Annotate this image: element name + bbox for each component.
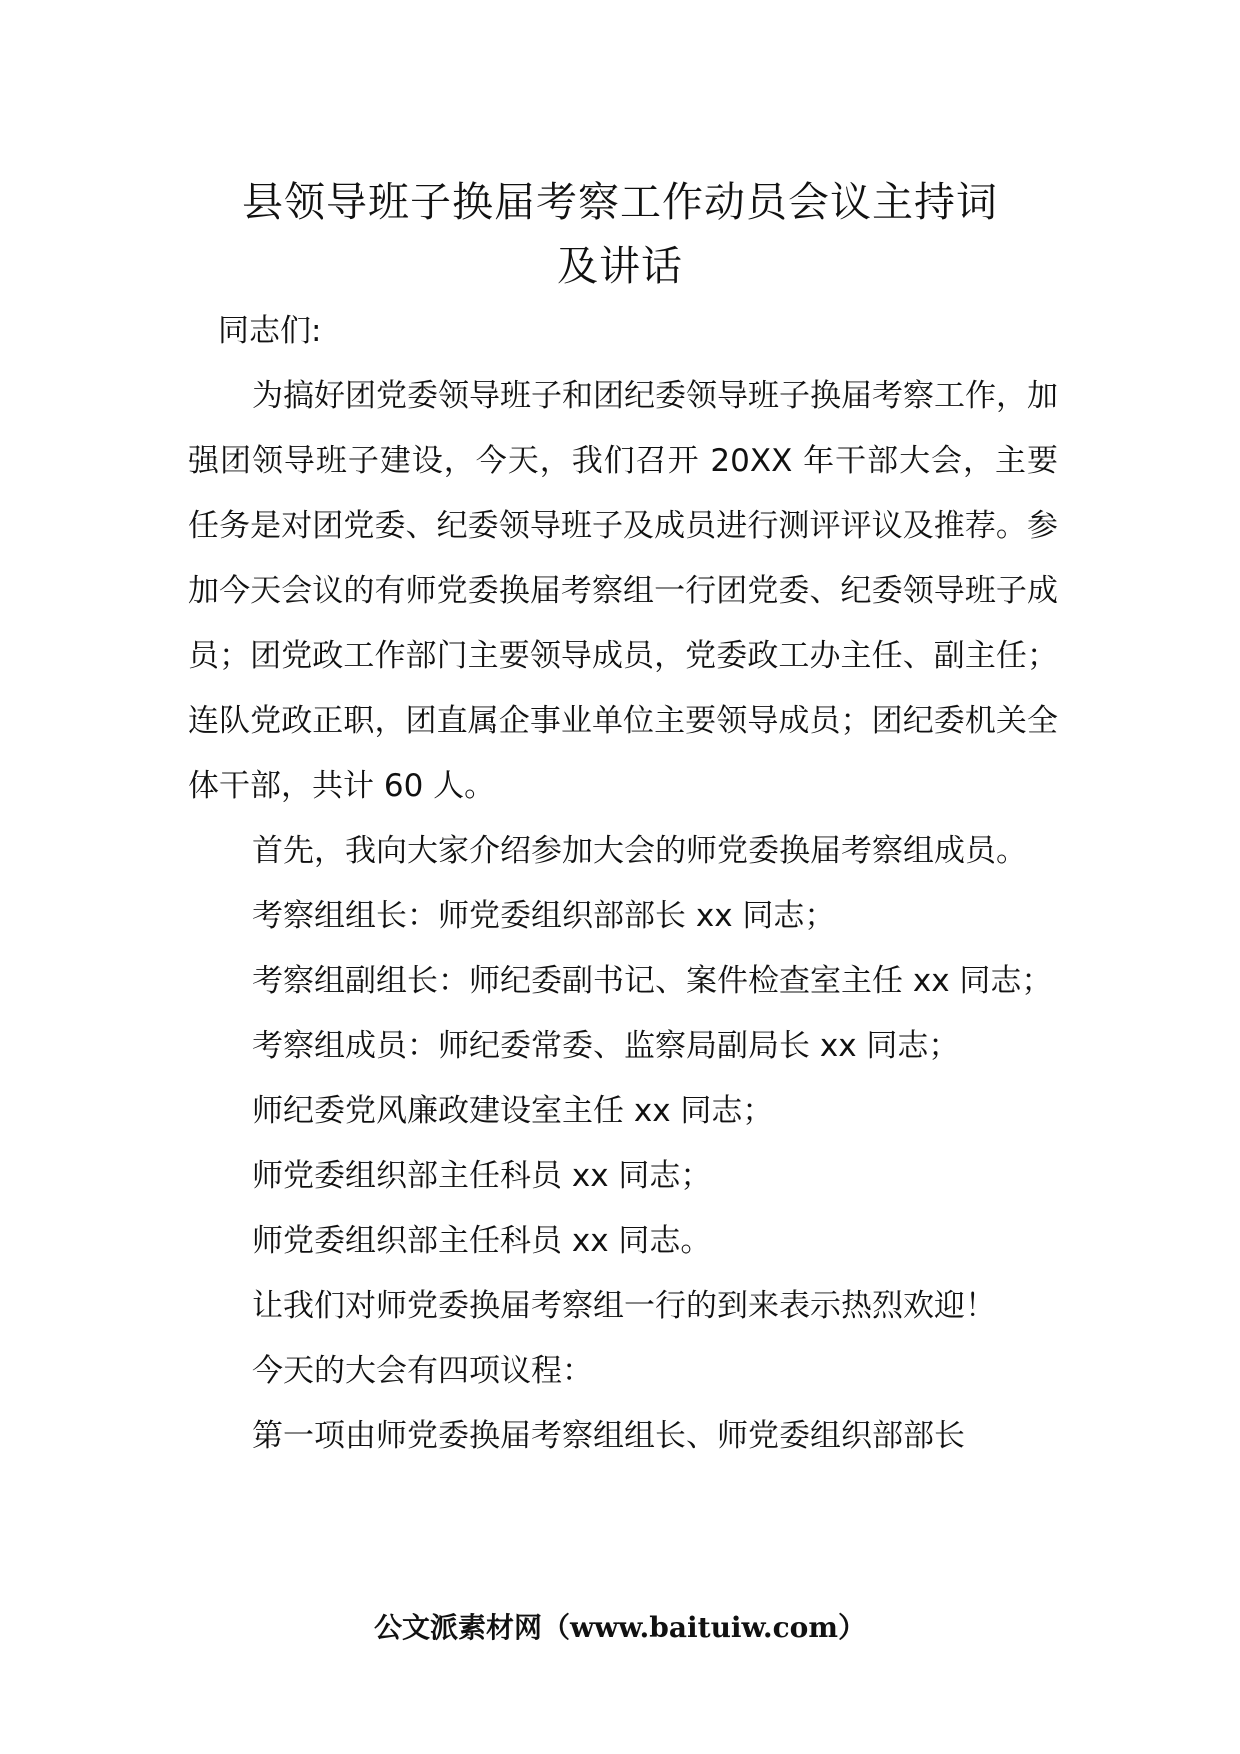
paragraph-member-4: 师党委组织部主任科员 xx 同志。: [252, 1223, 712, 1259]
salutation: 同志们:: [218, 313, 322, 349]
paragraph-agenda: 今天的大会有四项议程：: [252, 1353, 593, 1389]
paragraph-deputy-leader: 考察组副组长：师纪委副书记、案件检查室主任 xx 同志；: [252, 963, 1053, 999]
paragraph-introduce-members: 首先，我向大家介绍参加大会的师党委换届考察组成员。: [252, 833, 1027, 869]
paragraph-intro: 为搞好团党委领导班子和团纪委领导班子换届考察工作，加强团领导班子建设，今天，我们召开 20XX 年干部大会，主要任务是对团党委、纪委领导班子及成员进行测评评议及推荐。参加今天会议的有师党委换届考察组一行团党委、纪委领导班子成员；团党政工作部门主要领导成员，党委政工办主任、副主任；连队党政正职，团直属企事业单位主要领导成员；团纪委机关全体干部，共计 60 人。: [188, 378, 1058, 804]
title-line-1: 县领导班子换届考察工作动员会议主持词: [242, 178, 998, 226]
paragraph-group-leader: 考察组组长：师党委组织部部长 xx 同志；: [252, 898, 836, 934]
paragraph-welcome: 让我们对师党委换届考察组一行的到来表示热烈欢迎！: [252, 1288, 996, 1324]
title-line-2: 及讲话: [557, 242, 683, 290]
document-body: [188, 299, 1058, 1469]
footer-watermark: 公文派素材网（www.baituiw.com）: [374, 1611, 866, 1644]
paragraph-agenda-item-1: 第一项由师党委换届考察组组长、师党委组织部部长: [252, 1418, 965, 1454]
paragraph-member-2: 师纪委党风廉政建设室主任 xx 同志；: [252, 1093, 774, 1129]
paragraph-member-3: 师党委组织部主任科员 xx 同志；: [252, 1158, 712, 1194]
document-title: [150, 170, 1090, 298]
paragraph-member-1: 考察组成员：师纪委常委、监察局副局长 xx 同志；: [252, 1028, 960, 1064]
